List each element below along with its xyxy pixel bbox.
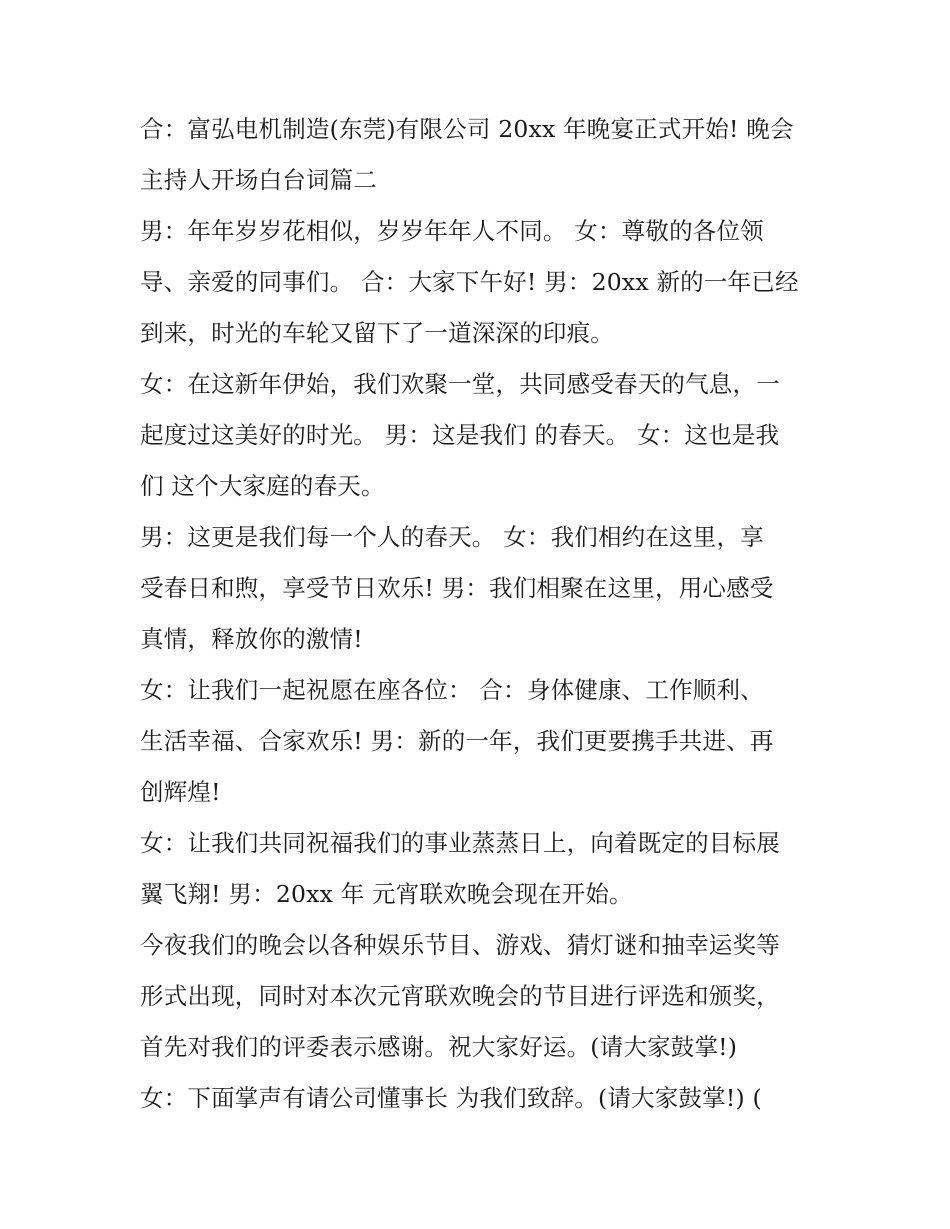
text-line: 生活幸福、合家欢乐! 男：新的一年，我们更要携手共进、再: [140, 727, 774, 755]
text-line: 翼飞翔! 男：20xx 年 元宵联欢晚会现在开始。: [140, 880, 633, 908]
text-line: 男：这更是我们每一个人的春天。 女：我们相约在这里，享: [140, 523, 764, 551]
text-line: 女：下面掌声有请公司懂事长 为我们致辞。(请大家鼓掌!) (: [140, 1084, 762, 1112]
text-line: 创辉煌!: [140, 778, 221, 806]
text-line: 女：让我们一起祝愿在座各位： 合：身体健康、工作顺利、: [140, 676, 764, 704]
text-line: 女：在这新年伊始，我们欢聚一堂，共同感受春天的气息，一: [140, 370, 780, 398]
text-line: 主持人开场白台词篇二: [140, 166, 377, 194]
text-line: 男：年年岁岁花相似，岁岁年年人不同。 女：尊敬的各位领: [140, 217, 764, 245]
text-line: 们 这个大家庭的春天。: [140, 472, 385, 500]
text-line: 到来，时光的车轮又留下了一道深深的印痕。: [140, 319, 614, 347]
text-line: 今夜我们的晚会以各种娱乐节目、游戏、猜灯谜和抽幸运奖等: [140, 931, 780, 959]
text-line: 合：富弘电机制造(东莞)有限公司 20xx 年晚宴正式开始! 晚会: [140, 115, 794, 143]
text-line: 女：让我们共同祝福我们的事业蒸蒸日上，向着既定的目标展: [140, 829, 780, 857]
text-line: 首先对我们的评委表示感谢。祝大家好运。(请大家鼓掌!): [140, 1033, 738, 1061]
text-line: 起度过这美好的时光。 男：这是我们 的春天。 女：这也是我: [140, 421, 780, 449]
text-line: 导、亲爱的同事们。 合：大家下午好! 男：20xx 新的一年已经: [140, 268, 799, 296]
text-line: 真情，释放你的激情!: [140, 625, 363, 653]
text-line: 受春日和煦，享受节日欢乐! 男：我们相聚在这里，用心感受: [140, 574, 774, 602]
text-line: 形式出现，同时对本次元宵联欢晚会的节目进行评选和颁奖，: [140, 982, 780, 1010]
